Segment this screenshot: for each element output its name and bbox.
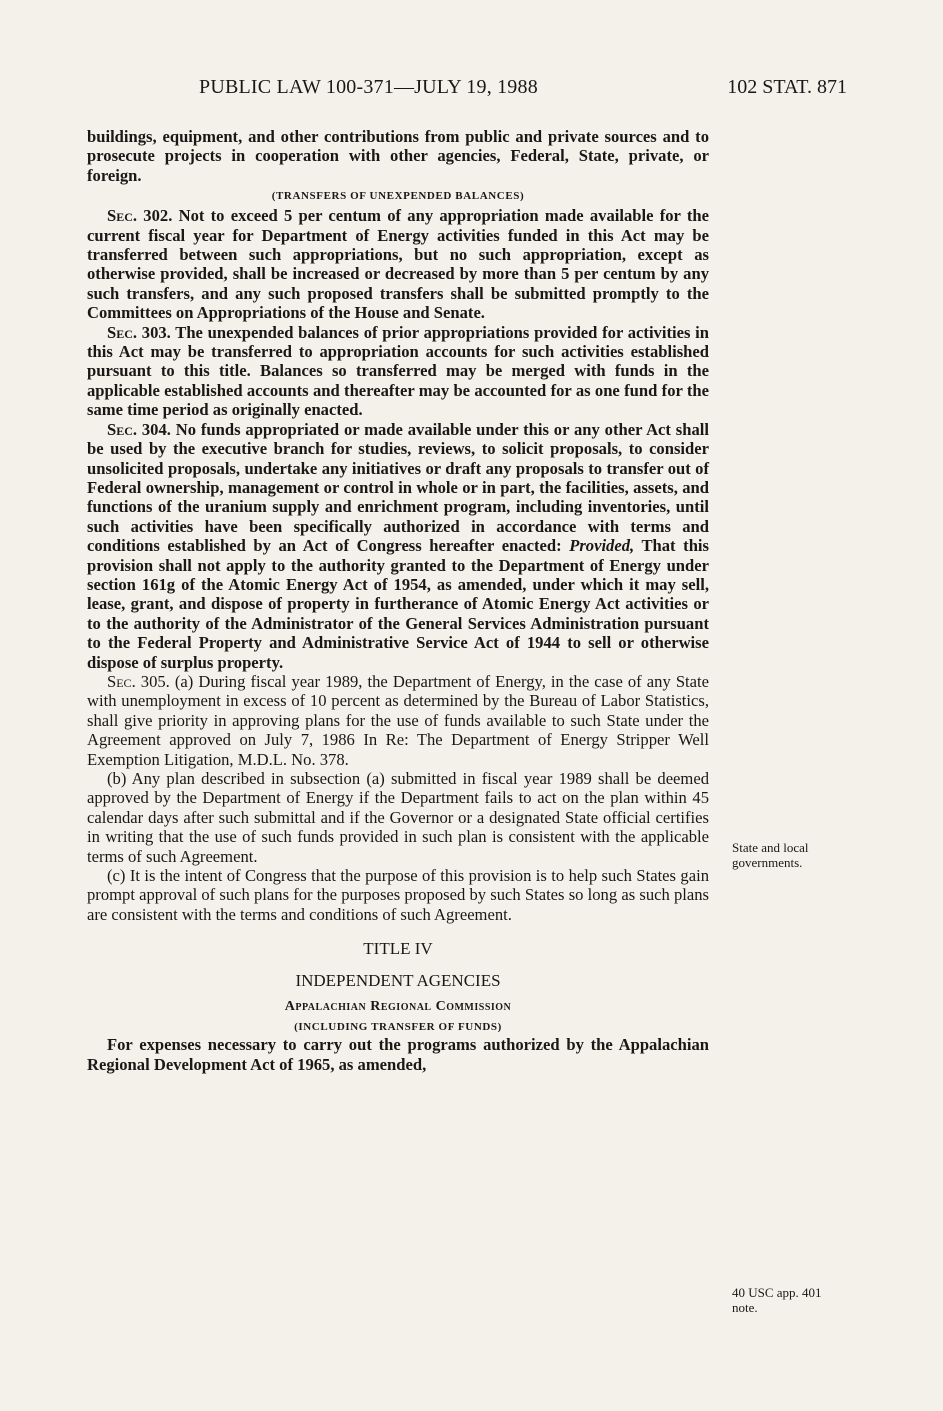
section-305-c: (c) It is the intent of Congress that the purpose of this provision is to help such States gain prompt approval of such plans for the purposes proposed by such States so long as such plans are consistent with the terms and conditions of such Agreement. bbox=[87, 866, 709, 924]
section-305-text-a: (a) During fiscal year 1989, the Department of Energy, in the case of any State with unemployment in excess of 10 percent as determined by the Bureau of Labor Statistics, shall give priority in approving plans for the use of funds available to such State under the Agreement approved on July 7, 1986 In Re: The Department of Energy Stripper Well Exemption Litigation, M.D.L. No. 378. bbox=[87, 671, 709, 769]
section-302-label: Sec. 302. bbox=[107, 206, 173, 226]
margin-note-state-local-line1: State and local bbox=[732, 840, 809, 855]
margin-note-usc-line1: 40 USC app. 401 bbox=[732, 1285, 822, 1300]
section-305-b: (b) Any plan described in subsection (a) submitted in fiscal year 1989 shall be deemed approved by the Department of Energy if the Department fails to act on the plan within 45 calendar days after such submittal and if the Governor or a designated State official certifies in writing that the use of such funds provided in such plan is consistent with the applicable terms of such Agreement. bbox=[87, 769, 709, 866]
running-head bbox=[0, 76, 943, 102]
arc-caption: (INCLUDING TRANSFER OF FUNDS) bbox=[294, 1021, 502, 1034]
section-304 bbox=[87, 420, 709, 672]
margin-note-usc bbox=[732, 1285, 822, 1315]
section-303 bbox=[87, 323, 709, 420]
section-303-label: Sec. 303. bbox=[107, 322, 171, 342]
arc-heading: Appalachian Regional Commission bbox=[284, 999, 512, 1015]
body-text-column bbox=[87, 127, 709, 1074]
title-iv-label: TITLE IV bbox=[363, 939, 433, 959]
section-303-text: The unexpended balances of prior appropriations provided for activities in this Act may be transferred to appropriation accounts for such activities established pursuant to this title. Balances so transferred may be merged with funds in the applicable established accounts and thereafter may be accounted for as one fund for the same time period as originally enacted. bbox=[87, 322, 709, 420]
section-302-text: Not to exceed 5 per centum of any appropriation made available for the current fiscal year for Department of Energy activities funded in this Act may be transferred between such appropriations, but no such appropriation, except as otherwise provided, shall be increased or decreased by more than 5 per centum by any such transfers, and any such proposed transfers shall be submitted promptly to the Committees on Appropriations of the House and Senate. bbox=[87, 206, 709, 323]
caption-transfers: (TRANSFERS OF UNEXPENDED BALANCES) bbox=[271, 190, 525, 203]
title-iv-heading: INDEPENDENT AGENCIES bbox=[295, 971, 501, 991]
section-305-label: Sec. 305. bbox=[107, 671, 170, 691]
running-head-title: PUBLIC LAW 100-371—JULY 19, 1988 bbox=[199, 76, 538, 98]
section-304-text-a: No funds appropriated or made available under this or any other Act shall be used by the executive branch for studies, reviews, to solicit proposals, to consider unsolicited proposals, undertake any initiatives or draft any proposals to transfer out of Federal ownership, management or control in whole or in part, the facilities, assets, and functions of the uranium supply and enrichment program, including inventories, until such activities have been specifically authorized in accordance with terms and conditions established by an Act of Congress hereafter enacted: bbox=[87, 419, 709, 556]
margin-note-usc-line2: note. bbox=[732, 1300, 758, 1315]
statute-page-number: 102 STAT. 871 bbox=[727, 76, 847, 98]
margin-note-state-local-line2: governments. bbox=[732, 855, 803, 870]
section-304-label: Sec. 304. bbox=[107, 419, 171, 439]
margin-note-state-local bbox=[732, 840, 809, 870]
continued-paragraph: buildings, equipment, and other contributions from public and private sources and to prosecute projects in cooperation with other agencies, Federal, State, private, or foreign. bbox=[87, 127, 709, 185]
section-304-text-b: That this provision shall not apply to the authority granted to the Department of Energy under section 161g of the Atomic Energy Act of 1954, as amended, under which it may sell, lease, grant, and dispose of property in furtherance of Atomic Energy Act activities or to the authority of the Administrator of the General Services Administration pursuant to the Federal Property and Administrative Service Act of 1944 to sell or otherwise dispose of surplus property. bbox=[87, 536, 709, 672]
section-302 bbox=[87, 206, 709, 322]
section-304-provided: Provided, bbox=[569, 536, 635, 556]
arc-paragraph: For expenses necessary to carry out the programs authorized by the Appalachian Regional Development Act of 1965, as amended, bbox=[87, 1035, 709, 1074]
section-305 bbox=[87, 672, 709, 769]
